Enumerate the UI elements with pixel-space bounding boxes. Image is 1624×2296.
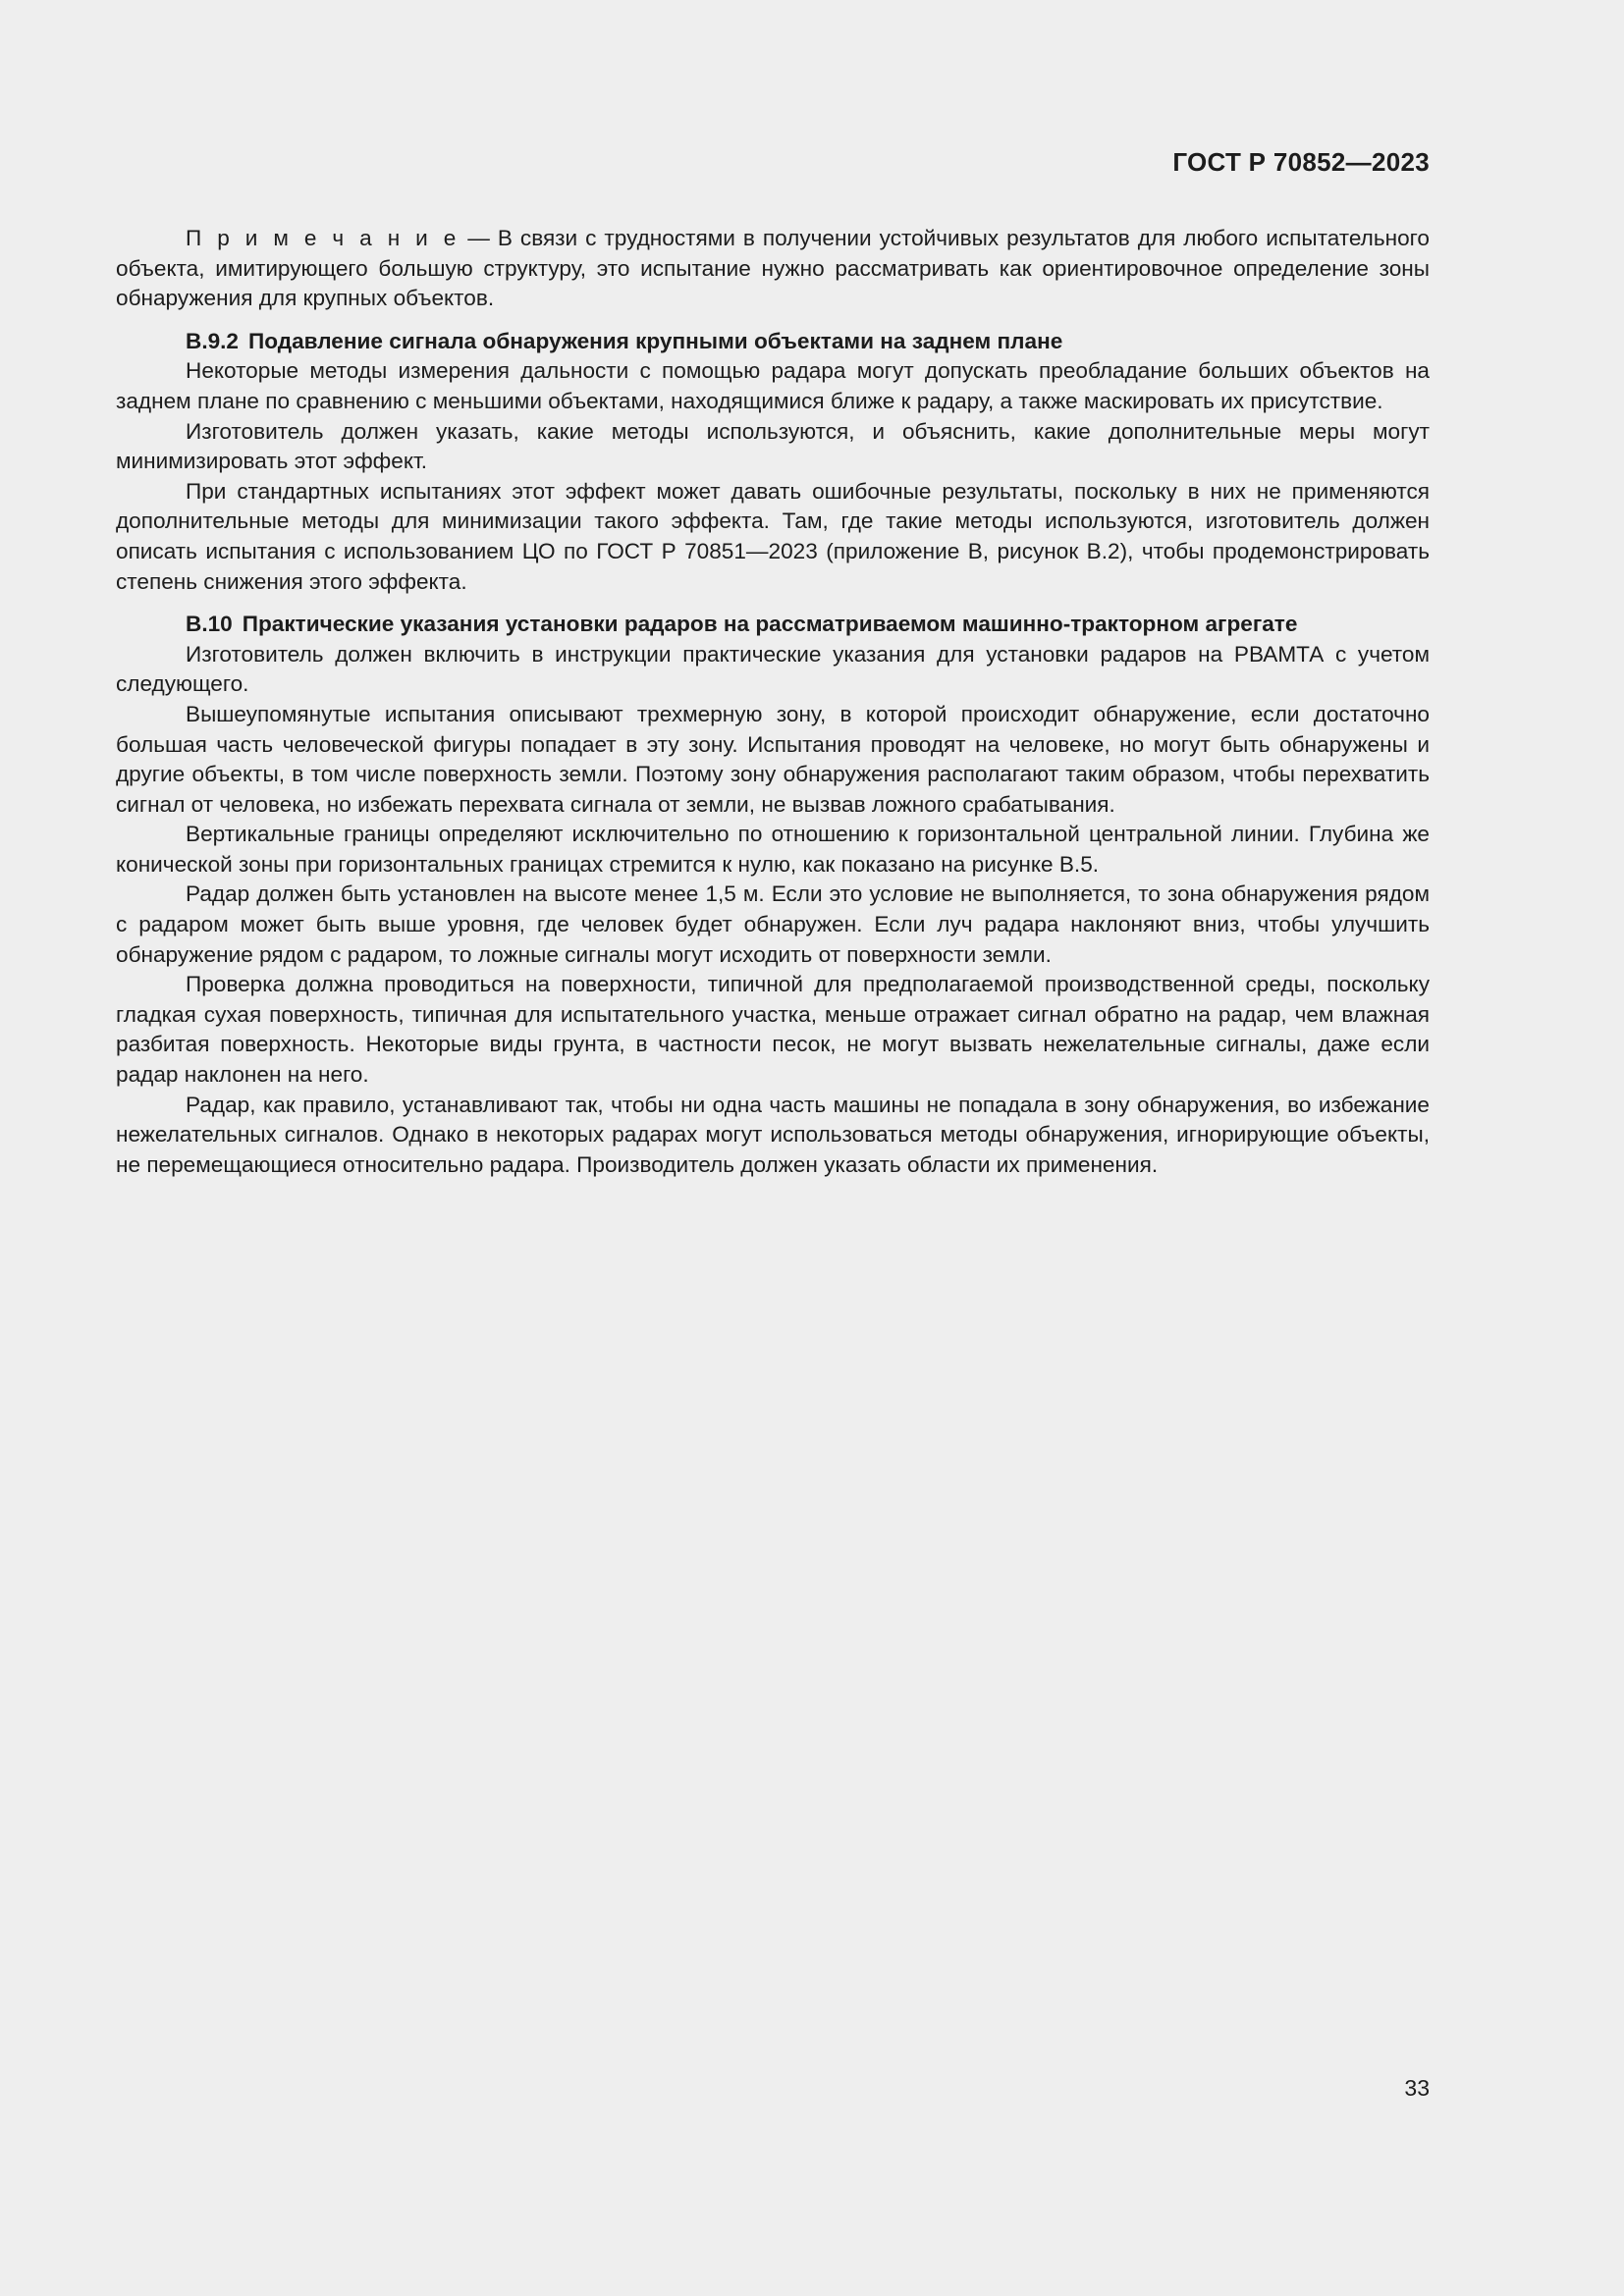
page-number: 33 — [1404, 2075, 1430, 2101]
section-title: Практические указания установки радаров на рассматриваемом машинно-тракторном агрегате — [242, 612, 1298, 637]
section-number: В.10 — [186, 612, 233, 637]
body-paragraph: Изготовитель должен указать, какие методы используются, и объяснить, какие дополнительные меры могут минимизировать этот эффект. — [116, 418, 1430, 474]
section-heading-b92 — [116, 327, 1430, 357]
section-number: В.9.2 — [186, 328, 240, 353]
body-paragraph: Вертикальные границы определяют исключительно по отношению к горизонтальной центральной линии. Глубина же конической зоны при горизонтальных границах стремится к нулю, как показано на рисунке В.5. — [116, 822, 1430, 877]
body-paragraph: Вышеупомянутые испытания описывают трехмерную зону, в которой происходит обнаружение, если достаточно большая часть человеческой фигуры попадает в эту зону. Испытания проводят на человеке, но могут быть обнаружены и другие объекты, в том числе поверхность земли. Поэтому зону обнаружения располагают таким образом, чтобы перехватить сигнал от человека, но избежать перехвата сигнала от земли, не вызвав ложного срабатывания. — [116, 701, 1430, 817]
body-paragraph: Некоторые методы измерения дальности с помощью радара могут допускать преобладание больших объектов на заднем плане по сравнению с меньшими объектами, находящимися ближе к радару, а также маскировать их присутствие. — [116, 358, 1430, 413]
note-dash: — — [460, 226, 498, 250]
document-code: ГОСТ Р 70852—2023 — [1172, 147, 1430, 177]
document-body — [116, 224, 1430, 1180]
body-paragraph: Проверка должна проводиться на поверхности, типичной для предполагаемой производственной среды, поскольку гладкая сухая поверхность, типичная для испытательного участка, меньше отражает сигнал обратно на радар, чем влажная разбитая поверхность. Некоторые виды грунта, в частности песок, не могут вызвать нежелательные сигналы, даже если радар наклонен на него. — [116, 972, 1430, 1088]
note-label: П р и м е ч а н и е — [186, 226, 460, 250]
body-paragraph: Радар должен быть установлен на высоте менее 1,5 м. Если это условие не выполняется, то зона обнаружения рядом с радаром может быть выше уровня, где человек будет обнаружен. Если луч радара наклоняют вниз, чтобы улучшить обнаружение рядом с радаром, то ложные сигналы могут исходить от поверхности земли. — [116, 881, 1430, 967]
section-title: Подавление сигнала обнаружения крупными объектами на заднем плане — [248, 328, 1063, 353]
body-paragraph: Изготовитель должен включить в инструкции практические указания для установки радаров на РВАМТА с учетом следующего. — [116, 641, 1430, 697]
section-heading-b10 — [116, 610, 1430, 640]
body-paragraph: При стандартных испытаниях этот эффект может давать ошибочные результаты, поскольку в них не применяются дополнительные методы для минимизации такого эффекта. Там, где такие методы используются, изготовитель должен описать испытания с использованием ЦО по ГОСТ Р 70851—2023 (приложение В, рисунок В.2), чтобы продемонстрировать степень снижения этого эффекта. — [116, 478, 1430, 594]
note-paragraph — [116, 224, 1430, 314]
note-text: В связи с трудностями в получении устойчивых результатов для любого испытательного объекта, имитирующего большую структуру, это испытание нужно рассматривать как ориентировочное определение зоны обнаружения для крупных объектов. — [116, 226, 1430, 311]
body-paragraph: Радар, как правило, устанавливают так, чтобы ни одна часть машины не попадала в зону обнаружения, во избежание нежелательных сигналов. Однако в некоторых радарах могут использоваться методы обнаружения, игнорирующие объекты, не перемещающиеся относительно радара. Производитель должен указать области их применения. — [116, 1092, 1430, 1177]
